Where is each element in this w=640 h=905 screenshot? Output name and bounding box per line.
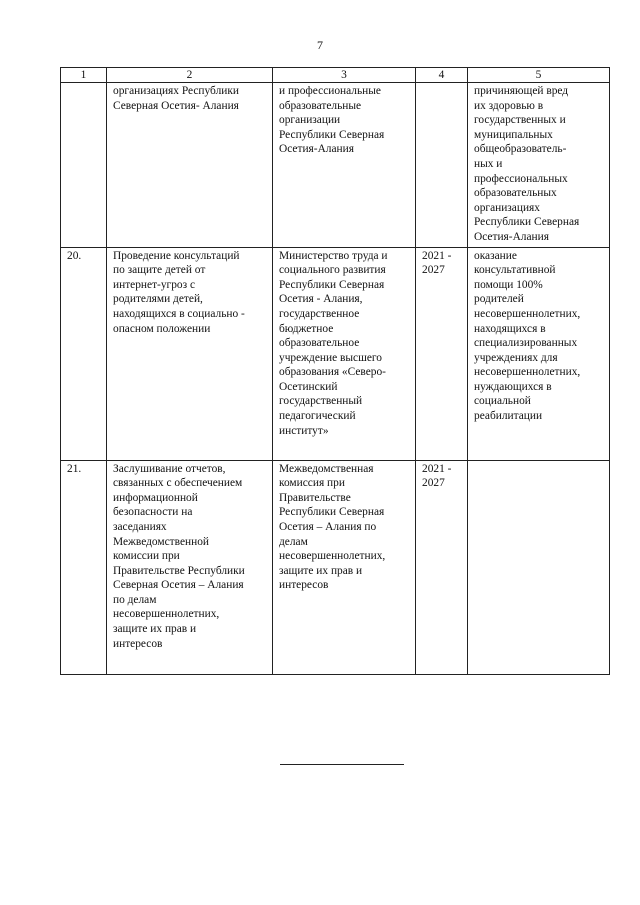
executor-cell: Министерство труда и социального развития Республики Северная Осетия - Алания, государственное бюджетное образовательное учреждение высшего образования «Северо- Осетинский государственный педагогический институт» <box>273 247 416 460</box>
row-number-cell <box>61 83 107 248</box>
result-cell: причиняющей вред их здоровью в государственных и муниципальных общеобразователь- ных и профессиональных образовательных организациях Республики Северная Осетия-Алания <box>468 83 610 248</box>
column-header-2: 2 <box>107 68 273 83</box>
table-row-continued <box>61 83 610 248</box>
measures-table <box>60 67 610 675</box>
column-header-1: 1 <box>61 68 107 83</box>
column-header-5: 5 <box>468 68 610 83</box>
years-cell: 2021 - 2027 <box>416 247 468 460</box>
result-cell: оказание консультативной помощи 100% родителей несовершеннолетних, находящихся в специализированных учреждениях для несовершеннолетних, нуждающихся в социальной реабилитации <box>468 247 610 460</box>
row-number-cell: 20. <box>61 247 107 460</box>
row-number-cell: 21. <box>61 460 107 674</box>
measure-cell: Заслушивание отчетов, связанных с обеспечением информационной безопасности на заседаниях Межведомственной комиссии при Правительстве Республики Северная Осетия – Алания по делам несовершеннолетних, защите их прав и интересов <box>107 460 273 674</box>
measure-cell: Проведение консультаций по защите детей от интернет-угроз с родителями детей, находящихся в социально - опасном положении <box>107 247 273 460</box>
executor-cell: и профессиональные образовательные организации Республики Северная Осетия-Алания <box>273 83 416 248</box>
column-header-3: 3 <box>273 68 416 83</box>
executor-cell: Межведомственная комиссия при Правительстве Республики Северная Осетия – Алания по делам несовершеннолетних, защите их прав и интересов <box>273 460 416 674</box>
table-header-row <box>61 68 610 83</box>
result-cell <box>468 460 610 674</box>
page-number: 7 <box>317 38 323 52</box>
table-row-20 <box>61 247 610 460</box>
years-cell: 2021 - 2027 <box>416 460 468 674</box>
end-of-document-line <box>280 764 404 765</box>
table-row-21 <box>61 460 610 674</box>
column-header-4: 4 <box>416 68 468 83</box>
measure-cell: организациях Республики Северная Осетия- Алания <box>107 83 273 248</box>
years-cell <box>416 83 468 248</box>
